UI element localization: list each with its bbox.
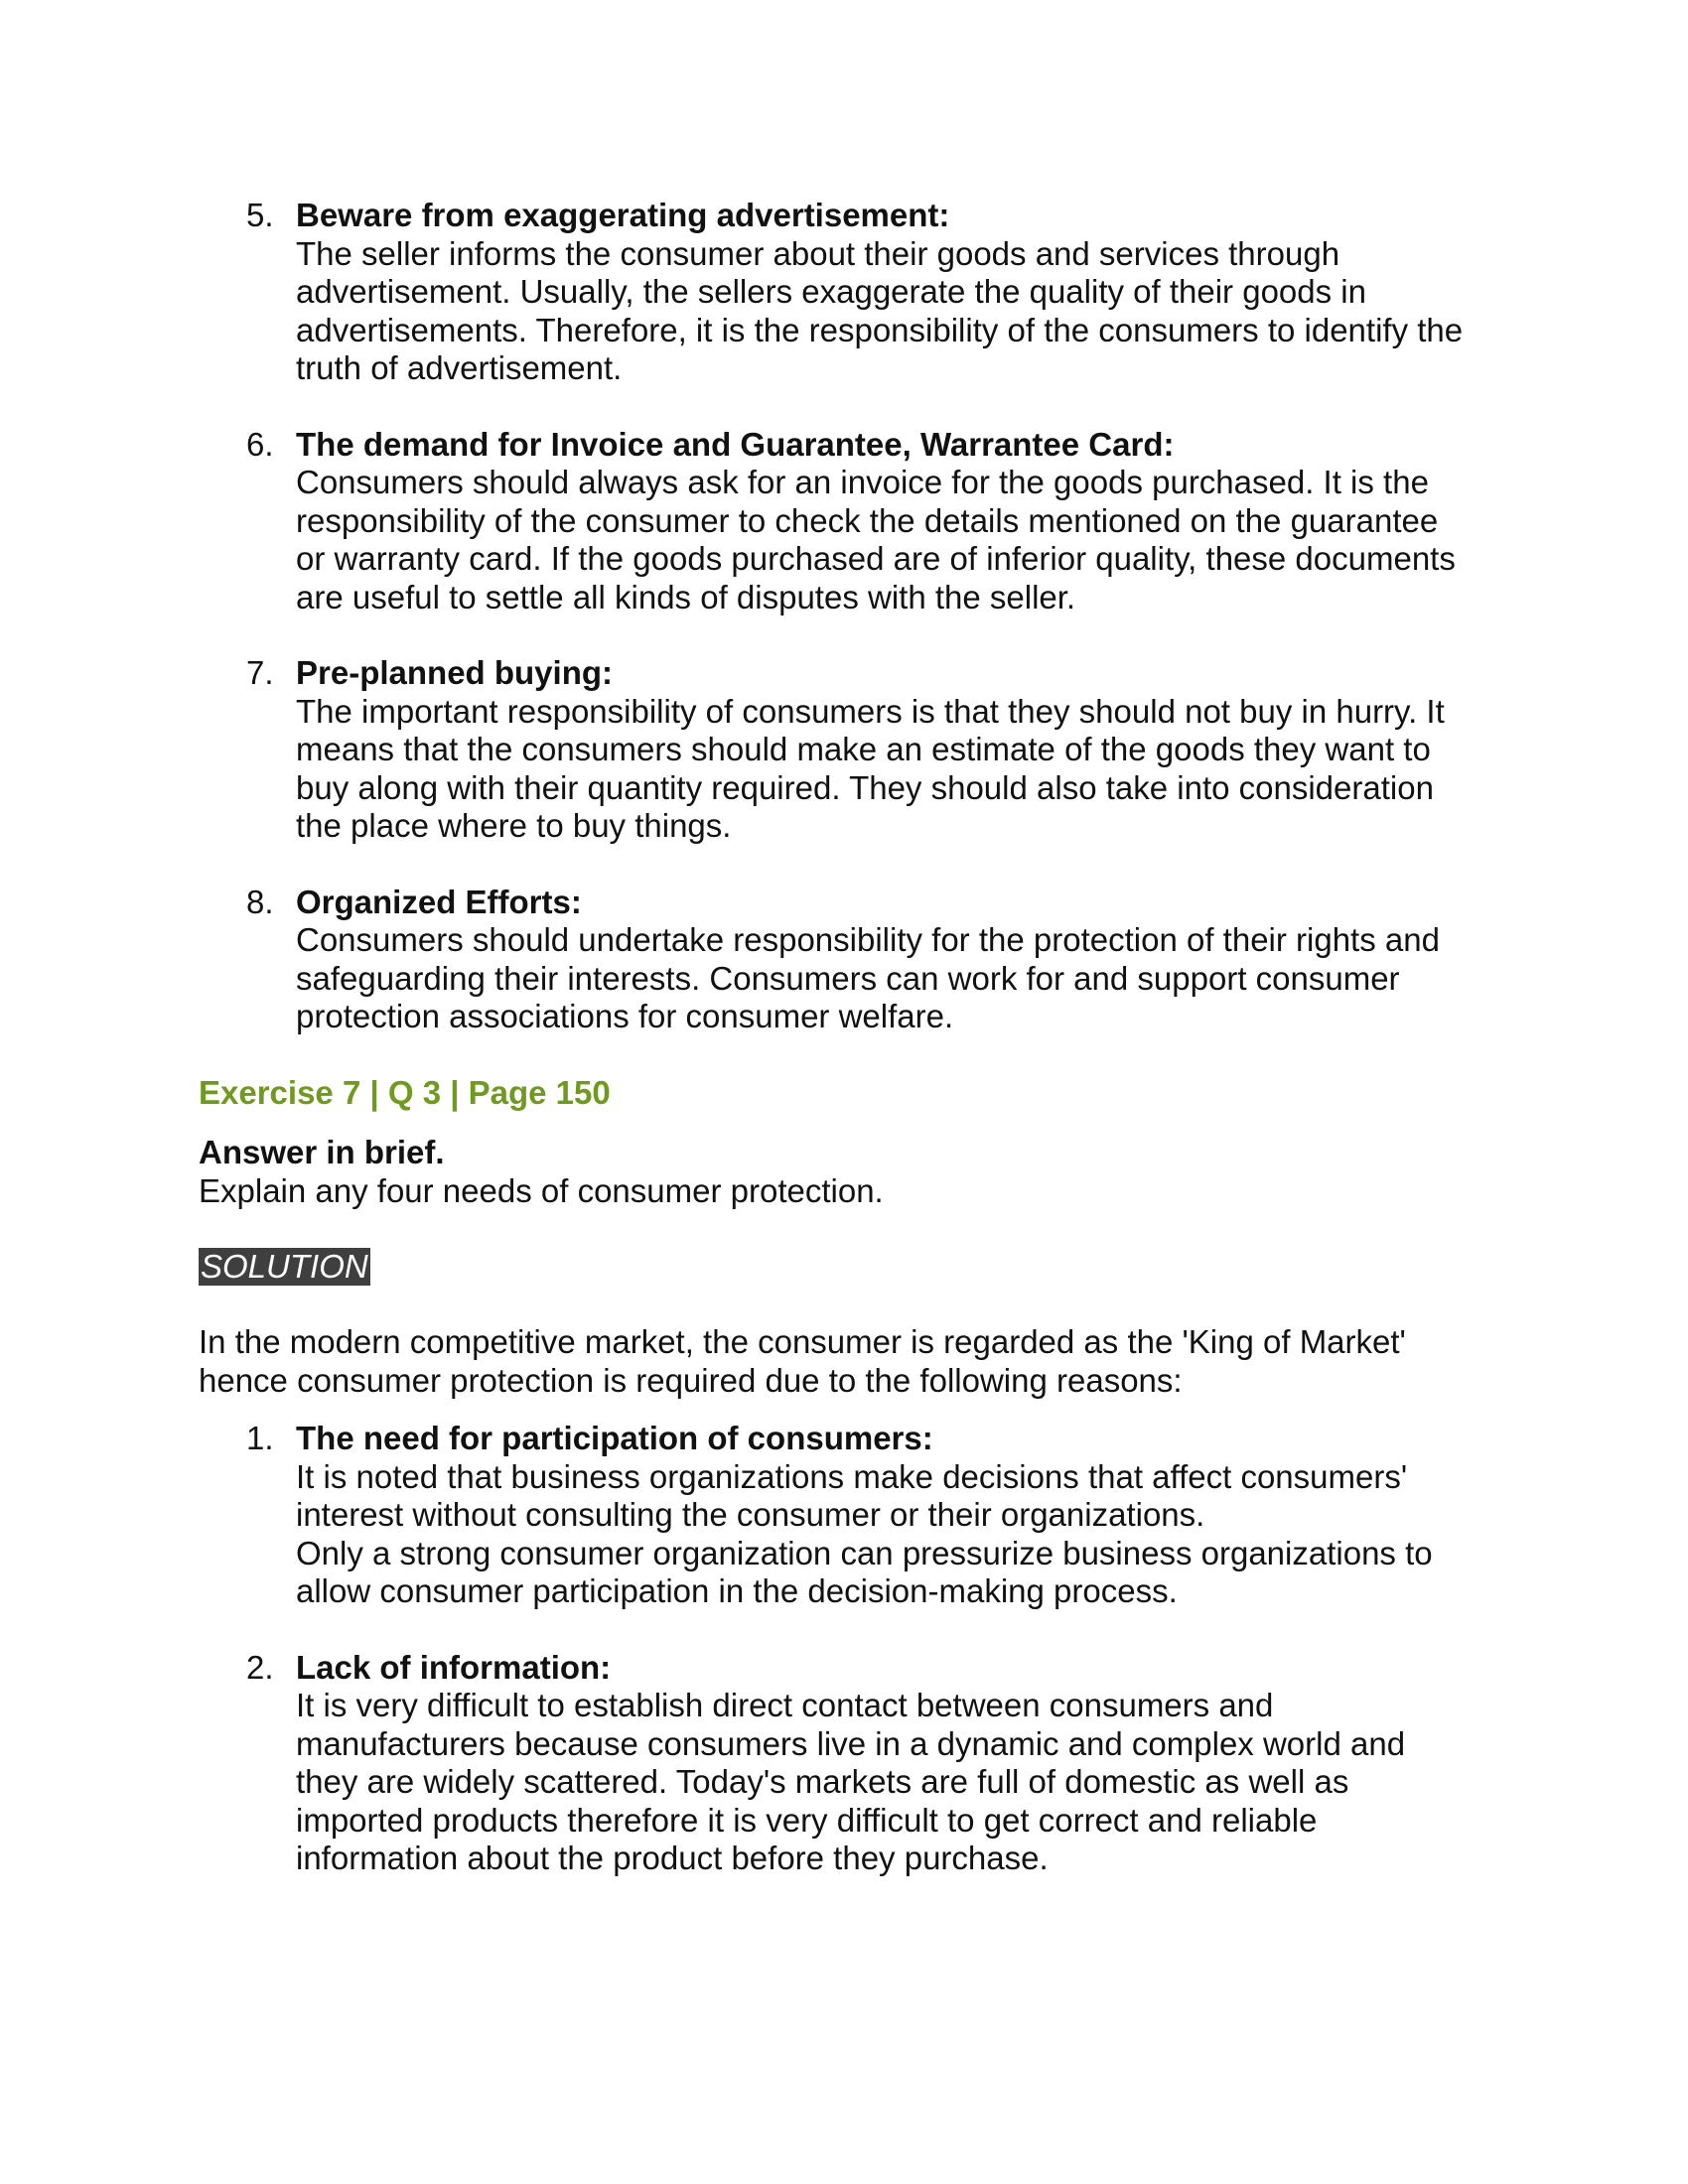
list-item-line: responsibility of the consumer to check the details mentioned on the guarantee (296, 501, 1439, 539)
list-item-title: Organized Efforts: (296, 883, 582, 920)
list-item-text (296, 235, 1470, 388)
list-item-body (296, 426, 1489, 617)
list-item (199, 1649, 1489, 1878)
list-item-line: truth of advertisement. (296, 349, 623, 386)
list-item-line: safeguarding their interests. Consumers can work for and support consumer (296, 959, 1400, 997)
responsibilities-list (199, 197, 1489, 1036)
list-item-line: means that the consumers should make an estimate of the goods they want to (296, 731, 1431, 767)
list-item-line: advertisements. Therefore, it is the responsibility of the consumers to identify the (296, 311, 1464, 348)
list-item-body (296, 1649, 1489, 1878)
list-item-number: 5. (246, 197, 274, 233)
list-item-text (296, 1458, 1470, 1611)
list-item-body (296, 197, 1489, 388)
list-item-number: 7. (246, 654, 274, 691)
intro-line: In the modern competitive market, the consumer is regarded as the 'King of Market' (199, 1323, 1406, 1360)
needs-list (199, 1420, 1489, 1878)
list-item-line: The seller informs the consumer about their goods and services through (296, 234, 1340, 272)
solution-intro (199, 1323, 1489, 1400)
answer-instruction: Answer in brief. (199, 1134, 445, 1170)
list-item-title: The need for participation of consumers: (296, 1420, 933, 1456)
list-item-line: protection associations for consumer welfare. (296, 998, 954, 1034)
list-item-text (296, 464, 1470, 616)
question-text: Explain any four needs of consumer protection. (199, 1171, 884, 1209)
list-item-line: imported products therefore it is very difficult to get correct and reliable (296, 1801, 1318, 1839)
list-item (199, 884, 1489, 1036)
list-item-number: 2. (246, 1648, 274, 1686)
list-item-line: Only a strong consumer organization can pressurize business organizations to (296, 1534, 1433, 1571)
list-item (199, 426, 1489, 617)
list-item-body (296, 884, 1489, 1036)
list-item-body (296, 654, 1489, 846)
list-item-line: the place where to buy things. (296, 807, 732, 844)
list-item (199, 1420, 1489, 1611)
list-item-title: Pre-planned buying: (296, 654, 614, 691)
list-item-line: allow consumer participation in the decision-making process. (296, 1572, 1178, 1609)
list-item-line: information about the product before they purchase. (296, 1840, 1049, 1876)
list-item-line: Consumers should always ask for an invoice for the goods purchased. It is the (296, 464, 1429, 500)
list-item-line: they are widely scattered. Today's markets are full of domestic as well as (296, 1763, 1349, 1800)
list-item-number: 6. (246, 425, 274, 463)
intro-line: hence consumer protection is required due to the following reasons: (199, 1361, 1183, 1399)
list-item-text (296, 921, 1470, 1036)
list-item-line: The important responsibility of consumers is that they should not buy in hurry. It (296, 692, 1445, 730)
list-item-text (296, 1687, 1470, 1878)
list-item-line: It is noted that business organizations make decisions that affect consumers' (296, 1457, 1408, 1495)
list-item-line: It is very difficult to establish direct contact between consumers and (296, 1687, 1274, 1723)
list-item-title: The demand for Invoice and Guarantee, Warrantee Card: (296, 425, 1175, 463)
list-item-number: 1. (246, 1420, 274, 1456)
list-item-body (296, 1420, 1489, 1611)
list-item-line: interest without consulting the consumer or their organizations. (296, 1496, 1205, 1533)
exercise-heading[interactable]: Exercise 7 | Q 3 | Page 150 (199, 1073, 611, 1111)
list-item-line: are useful to settle all kinds of disputes with the seller. (296, 578, 1076, 615)
list-item (199, 654, 1489, 846)
list-item-line: buy along with their quantity required. They should also take into consideration (296, 768, 1434, 806)
list-item-line: Consumers should undertake responsibility for the protection of their rights and (296, 921, 1440, 958)
list-item-number: 8. (246, 883, 274, 920)
solution-badge: SOLUTION (201, 1248, 368, 1285)
list-item-title: Lack of information: (296, 1648, 612, 1686)
list-item-line: advertisement. Usually, the sellers exaggerate the quality of their goods in (296, 273, 1366, 310)
list-item-line: manufacturers because consumers live in a dynamic and complex world and (296, 1724, 1406, 1762)
list-item-title: Beware from exaggerating advertisement: (296, 197, 950, 233)
page-content (199, 197, 1489, 1916)
list-item (199, 197, 1489, 388)
list-item-line: or warranty card. If the goods purchased are of inferior quality, these documents (296, 540, 1456, 577)
list-item-text (296, 693, 1470, 846)
